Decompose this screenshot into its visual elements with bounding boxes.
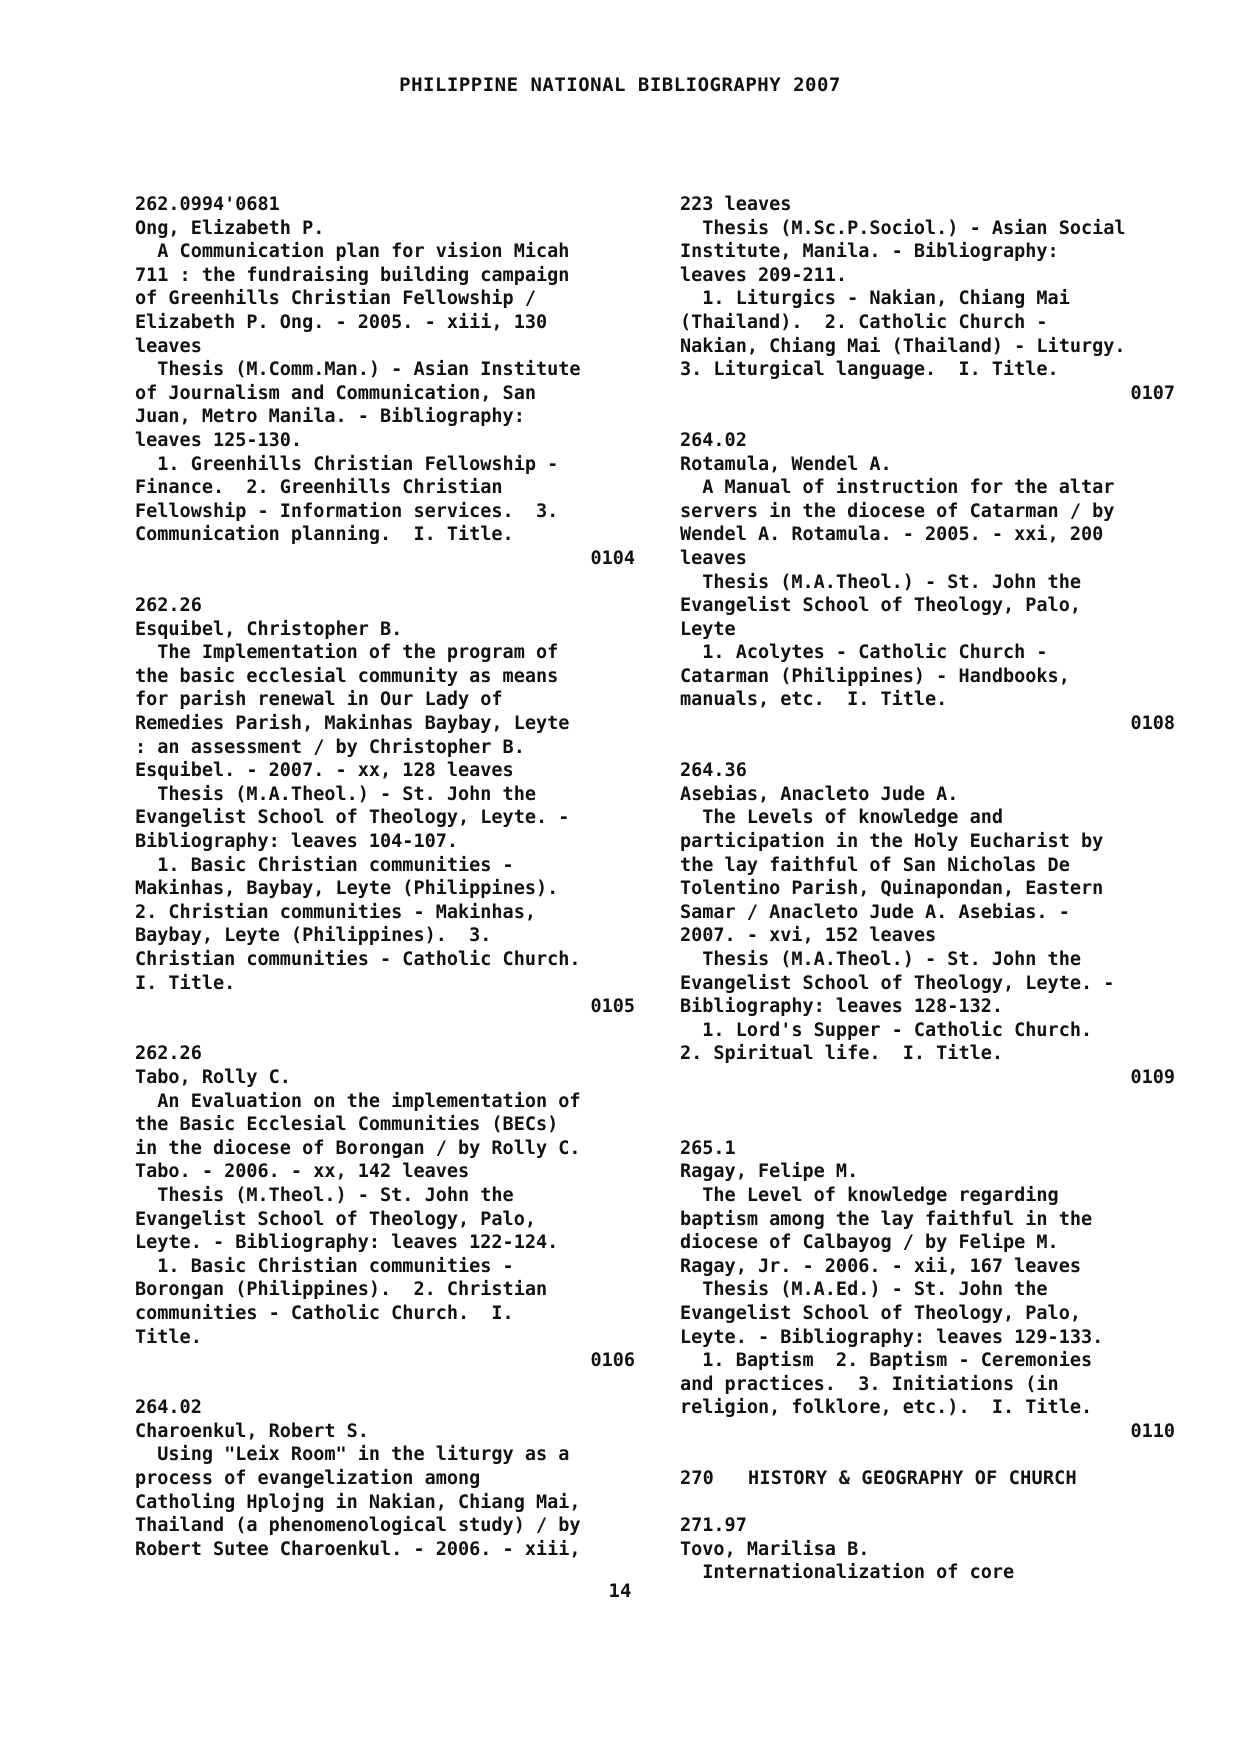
entry-line: leaves 209-211.	[680, 264, 848, 286]
entry-line: leaves 125-130.	[135, 429, 303, 451]
entry-line: process of evangelization among	[135, 1468, 481, 1490]
entry-line: The Level of knowledge regarding	[680, 1184, 1059, 1206]
entry-line: 1. Greenhills Christian Fellowship -	[135, 453, 559, 475]
entry-line: Evangelist School of Theology, Palo,	[680, 595, 1081, 617]
entry-line: 262.26	[135, 1043, 202, 1065]
entry-line: Tabo, Rolly C.	[135, 1066, 291, 1088]
entry-line: 265.1	[680, 1137, 736, 1159]
entry-line: manuals, etc. I. Title.	[680, 689, 948, 711]
entry-line: Catholing Hplojng in Nakian, Chiang Mai,	[135, 1491, 581, 1513]
entry-line: communities - Catholic Church. I.	[135, 1302, 514, 1324]
entry-line: Remedies Parish, Makinhas Baybay, Leyte	[135, 713, 570, 735]
entry-line: Baybay, Leyte (Philippines). 3.	[135, 925, 492, 947]
entry-line: Makinhas, Baybay, Leyte (Philippines).	[135, 878, 559, 900]
entry-line: 2007. - xvi, 152 leaves	[680, 925, 937, 947]
entry-line: Thailand (a phenomenological study) / by	[135, 1515, 581, 1537]
entry-line: Leyte	[680, 618, 736, 640]
entry-line: The Implementation of the program of	[135, 642, 559, 664]
entry-line: Evangelist School of Theology, Palo,	[135, 1208, 536, 1230]
entry-line: and practices. 3. Initiations (in	[680, 1373, 1059, 1395]
page-header: PHILIPPINE NATIONAL BIBLIOGRAPHY 2007	[399, 74, 841, 96]
entry-line: Bibliography: leaves 128-132.	[680, 996, 1004, 1018]
entry-line: 264.36	[680, 760, 747, 782]
entry-line: 1. Lord's Supper - Catholic Church.	[680, 1019, 1093, 1041]
entry-line	[135, 1373, 635, 1397]
entry-line: 3. Liturgical language. I. Title.	[680, 359, 1059, 381]
entry-line: Tovo, Marilisa B.	[680, 1538, 870, 1560]
record-number: 0106	[590, 1350, 635, 1372]
entry-line: Evangelist School of Theology, Leyte. -	[680, 972, 1115, 994]
entry-line: Tolentino Parish, Quinapondan, Eastern	[680, 878, 1104, 900]
entry-line: Charoenkul, Robert S.	[135, 1420, 369, 1442]
entry-line: Finance. 2. Greenhills Christian	[135, 477, 503, 499]
entry-line: Bibliography: leaves 104-107.	[135, 831, 459, 853]
entry-line: 264.02	[680, 429, 747, 451]
entry-line	[680, 1090, 1175, 1114]
entry-line: (Thailand). 2. Catholic Church -	[680, 311, 1048, 333]
entry-line: Thesis (M.A.Theol.) - St. John the	[680, 949, 1081, 970]
entry-line: 262.0994'0681	[135, 194, 280, 215]
entry-line: Samar / Anacleto Jude A. Asebias. -	[680, 901, 1070, 923]
entry-line: Ong, Elizabeth P.	[135, 217, 325, 239]
page-number: 14	[608, 1580, 632, 1602]
record-number: 0104	[590, 547, 635, 569]
entry-line: Nakian, Chiang Mai (Thailand) - Liturgy.	[680, 335, 1126, 357]
entry-line: An Evaluation on the implementation of	[135, 1090, 581, 1112]
record-number: 0108	[1130, 713, 1175, 735]
entry-line: Christian communities - Catholic Church.	[135, 949, 581, 970]
entry-line	[680, 405, 1175, 429]
entry-line: participation in the Holy Eucharist by	[680, 831, 1104, 853]
entry-line: Thesis (M.Sc.P.Sociol.) - Asian Social	[680, 217, 1126, 239]
entry-line: Asebias, Anacleto Jude A.	[680, 783, 959, 805]
entry-line: in the diocese of Borongan / by Rolly C.	[135, 1137, 581, 1159]
entry-line: A Communication plan for vision Micah	[135, 241, 570, 263]
entry-line: Rotamula, Wendel A.	[680, 453, 892, 475]
entry-line: 2. Christian communities - Makinhas,	[135, 901, 536, 923]
entry-line: Esquibel, Christopher B.	[135, 618, 403, 640]
entry-line: leaves	[680, 547, 747, 569]
entry-line: 264.02	[135, 1397, 202, 1419]
entry-line: Borongan (Philippines). 2. Christian	[135, 1279, 548, 1301]
record-number: 0107	[1130, 382, 1175, 404]
entry-line	[680, 1443, 1175, 1467]
entry-line: 271.97	[680, 1515, 747, 1537]
entry-line: for parish renewal in Our Lady of	[135, 689, 503, 711]
entry-line: Elizabeth P. Ong. - 2005. - xiii, 130	[135, 311, 548, 333]
entry-line	[680, 1113, 1175, 1137]
entry-line: the basic ecclesial community as means	[135, 665, 559, 687]
entry-line: 711 : the fundraising building campaign	[135, 264, 570, 286]
entry-line: Catarman (Philippines) - Handbooks,	[680, 665, 1070, 687]
entry-line: religion, folklore, etc.). I. Title.	[680, 1397, 1093, 1419]
entry-line: Ragay, Felipe M.	[680, 1161, 859, 1183]
entry-line: 1. Baptism 2. Baptism - Ceremonies	[680, 1350, 1093, 1372]
entry-line: Thesis (M.Comm.Man.) - Asian Institute	[135, 359, 581, 381]
entry-line: servers in the diocese of Catarman / by	[680, 500, 1115, 522]
entry-line: leaves	[135, 335, 202, 357]
left-column	[135, 193, 635, 1561]
entry-line	[135, 1019, 635, 1043]
entry-line: Thesis (M.A.Theol.) - St. John the	[680, 571, 1081, 593]
entry-line: the Basic Ecclesial Communities (BECs)	[135, 1114, 559, 1136]
entry-line: 270 HISTORY & GEOGRAPHY OF CHURCH	[680, 1468, 1077, 1490]
entry-line: 2. Spiritual life. I. Title.	[680, 1043, 1004, 1065]
entry-line: 1. Acolytes - Catholic Church -	[680, 642, 1048, 664]
entry-line: The Levels of knowledge and	[680, 807, 1004, 829]
record-number: 0110	[1130, 1420, 1175, 1442]
entry-line: Robert Sutee Charoenkul. - 2006. - xiii,	[135, 1538, 581, 1560]
entry-line: Communication planning. I. Title.	[135, 524, 514, 546]
entry-line: 262.26	[135, 595, 202, 617]
entry-line: the lay faithful of San Nicholas De	[680, 854, 1070, 876]
entry-line	[135, 571, 635, 595]
entry-line: Thesis (M.A.Ed.) - St. John the	[680, 1279, 1048, 1301]
entry-line: Institute, Manila. - Bibliography:	[680, 241, 1059, 263]
entry-line: : an assessment / by Christopher B.	[135, 736, 525, 758]
record-number: 0105	[590, 996, 635, 1018]
entry-line: 1. Basic Christian communities -	[135, 1255, 514, 1277]
entry-line: Thesis (M.A.Theol.) - St. John the	[135, 783, 536, 805]
entry-line: Thesis (M.Theol.) - St. John the	[135, 1184, 514, 1206]
entry-line: 1. Liturgics - Nakian, Chiang Mai	[680, 288, 1070, 310]
entry-line: of Journalism and Communication, San	[135, 382, 536, 404]
entry-line	[680, 1491, 1175, 1515]
entry-line: 223 leaves	[680, 194, 792, 215]
entry-line: I. Title.	[135, 972, 236, 994]
entry-line: Ragay, Jr. - 2006. - xii, 167 leaves	[680, 1255, 1081, 1277]
entry-line: diocese of Calbayog / by Felipe M.	[680, 1232, 1059, 1254]
entry-line: of Greenhills Christian Fellowship /	[135, 288, 536, 310]
entry-line: Leyte. - Bibliography: leaves 129-133.	[680, 1326, 1104, 1348]
entry-line: baptism among the lay faithful in the	[680, 1208, 1093, 1230]
entry-line: Using "Leix Room" in the liturgy as a	[135, 1444, 570, 1466]
entry-line: Fellowship - Information services. 3.	[135, 500, 559, 522]
entry-line: Evangelist School of Theology, Leyte. -	[135, 807, 570, 829]
entry-line: Title.	[135, 1326, 202, 1348]
entry-line: A Manual of instruction for the altar	[680, 477, 1115, 499]
record-number: 0109	[1130, 1066, 1175, 1088]
right-column	[680, 193, 1175, 1585]
entry-line: Tabo. - 2006. - xx, 142 leaves	[135, 1161, 470, 1183]
entry-line: Internationalization of core	[680, 1562, 1015, 1584]
entry-line: Leyte. - Bibliography: leaves 122-124.	[135, 1232, 559, 1254]
entry-line: Juan, Metro Manila. - Bibliography:	[135, 406, 525, 428]
entry-line: 1. Basic Christian communities -	[135, 854, 514, 876]
entry-line: Evangelist School of Theology, Palo,	[680, 1302, 1081, 1324]
entry-line	[680, 736, 1175, 760]
entry-line: Wendel A. Rotamula. - 2005. - xxi, 200	[680, 524, 1104, 546]
entry-line: Esquibel. - 2007. - xx, 128 leaves	[135, 760, 514, 782]
